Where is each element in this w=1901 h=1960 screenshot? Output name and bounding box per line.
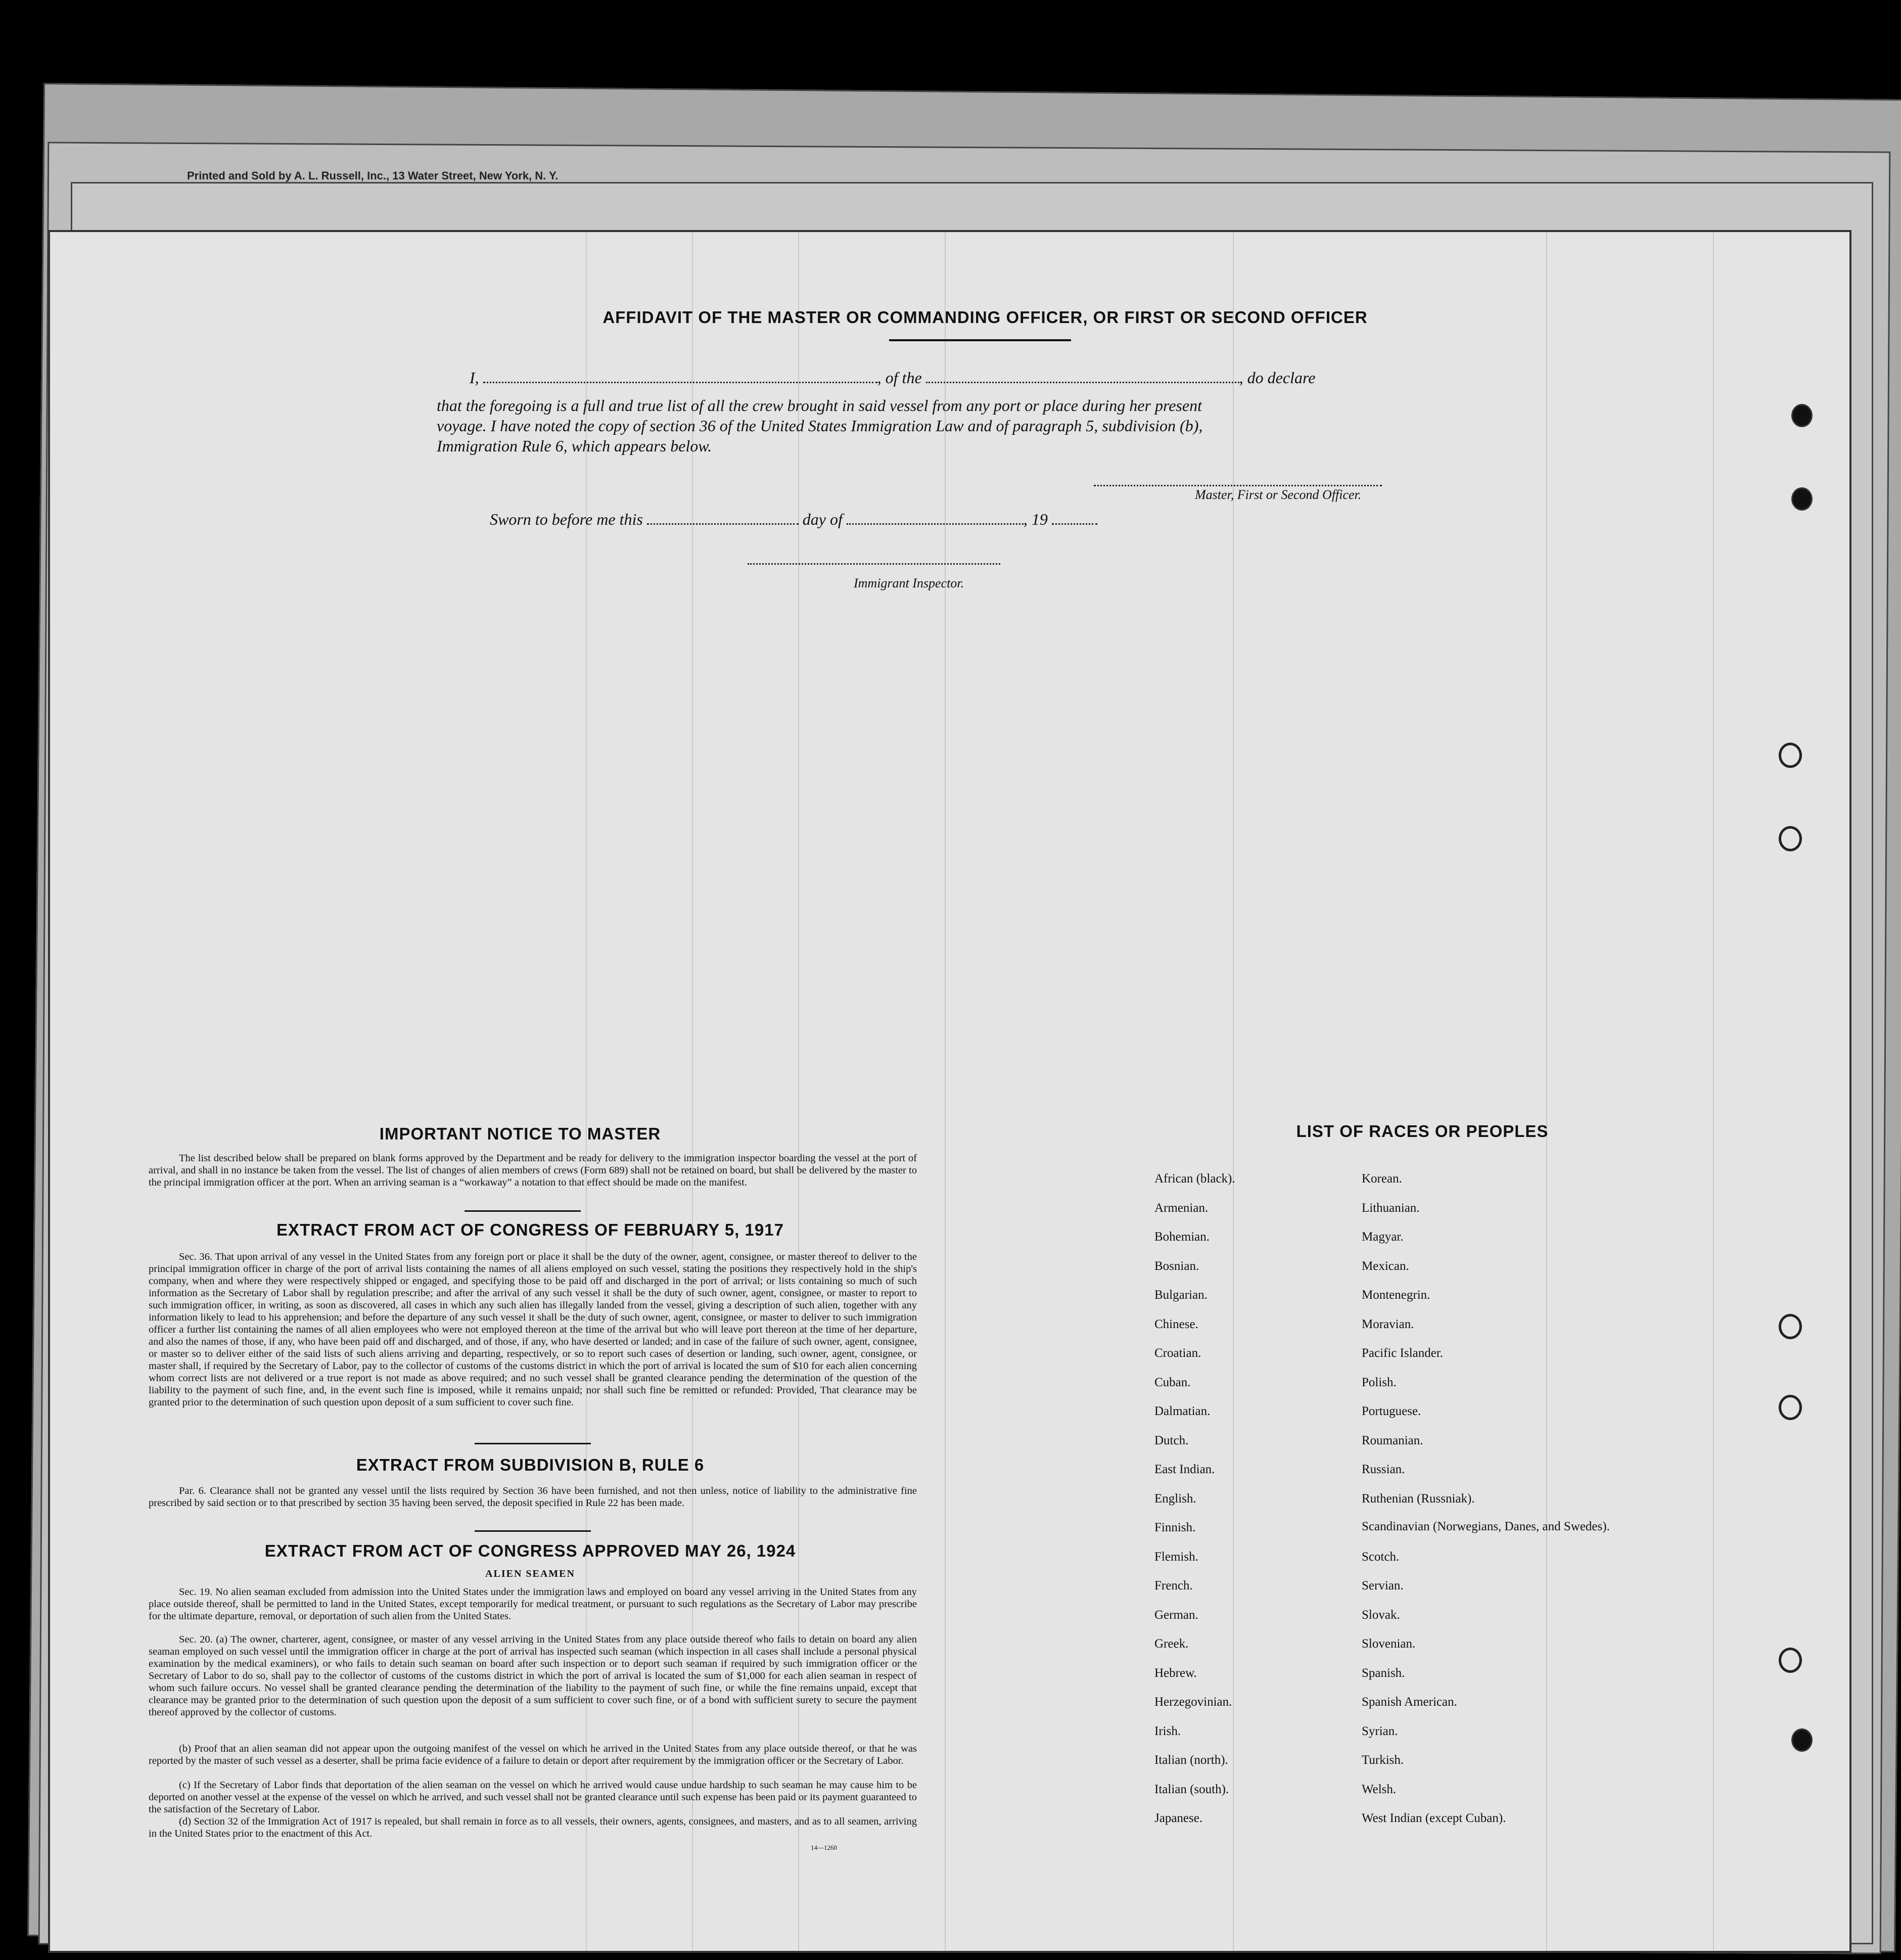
races-title: LIST OF RACES OR PEOPLES — [1296, 1122, 1549, 1141]
punch-hole — [1779, 826, 1802, 851]
punch-hole — [1791, 487, 1813, 511]
race-item: Bohemian. — [1154, 1230, 1210, 1244]
inspector-label: Immigrant Inspector. — [854, 576, 964, 590]
inspector-signature-line[interactable] — [748, 563, 1000, 565]
race-item: Spanish American. — [1362, 1695, 1457, 1709]
declaration-line-3: voyage. I have noted the copy of section 36 of the United States Immigration Law and of paragraph 5, subdivision (b), — [437, 417, 1203, 435]
race-item: Servian. — [1362, 1579, 1404, 1592]
race-item: Slovenian. — [1362, 1637, 1416, 1651]
master-signature-label: Master, First or Second Officer. — [1195, 487, 1362, 502]
declaration-line-2: that the foregoing is a full and true list of all the crew brought in said vessel from any port or place during her present — [437, 396, 1202, 415]
sworn-label: Sworn to before me this — [490, 510, 643, 528]
race-item: Ruthenian (Russniak). — [1362, 1491, 1475, 1506]
section-divider — [475, 1530, 591, 1532]
race-item: Finnish. — [1154, 1521, 1196, 1534]
race-item: Irish. — [1154, 1724, 1181, 1738]
race-item: Bosnian. — [1154, 1259, 1199, 1273]
declaration-line-1 — [470, 369, 1315, 387]
declarant-label: I, — [470, 369, 479, 387]
race-item: Hebrew. — [1154, 1666, 1197, 1680]
race-item: Turkish. — [1362, 1753, 1404, 1767]
vessel-name-field[interactable] — [926, 382, 1239, 383]
race-item: Greek. — [1154, 1637, 1189, 1651]
race-item: Roumanian. — [1362, 1433, 1423, 1447]
race-item: Russian. — [1362, 1463, 1405, 1476]
race-item: Scotch. — [1362, 1549, 1400, 1564]
sworn-day-field[interactable] — [647, 523, 799, 525]
race-item: Cuban. — [1154, 1375, 1191, 1389]
punch-hole — [1791, 1728, 1813, 1752]
affidavit-title: AFFIDAVIT OF THE MASTER OR COMMANDING OFFICER, OR FIRST OR SECOND OFFICER — [602, 308, 1368, 327]
sworn-line — [490, 510, 1097, 529]
manifest-page — [48, 230, 1851, 1953]
race-item: Croatian. — [1154, 1346, 1201, 1360]
notice-text: The list described below shall be prepared on blank forms approved by the Department and be ready for delivery to the immigration inspector boarding the vessel at the port of arrival, and shall in no instance be taken from the vessel. The list of changes of alien members of crews (Form 689) shall not be retained on board, but shall be delivered by the master to the principal immigration officer at the port. When an arriving seaman is a “workaway” a notation to that effect should be made on the manifest. — [149, 1153, 917, 1188]
of-the-label: , of the — [877, 369, 922, 387]
race-item: Italian (south). — [1154, 1782, 1229, 1796]
extract-1924-sec19: Sec. 19. No alien seaman excluded from admission into the United States under the immigration laws and employed on board any vessel arriving in the United States from any place outside thereof, shall be permitted to land in the United States, except temporarily for medical treatment, or pursuant to such regulations as the Secretary of Labor may prescribe for the ultimate departure, removal, or deportation of such alien from the United States. — [149, 1586, 917, 1622]
section-divider — [475, 1443, 591, 1444]
race-item: Armenian. — [1154, 1201, 1209, 1215]
race-item: Korean. — [1362, 1172, 1402, 1186]
race-item: Mexican. — [1362, 1259, 1409, 1273]
sworn-year-field[interactable] — [1052, 523, 1097, 525]
race-item: Polish. — [1362, 1375, 1397, 1389]
race-item: Bulgarian. — [1154, 1288, 1208, 1302]
extract-rule6-title: EXTRACT FROM SUBDIVISION B, RULE 6 — [356, 1455, 705, 1474]
notice-title: IMPORTANT NOTICE TO MASTER — [379, 1124, 661, 1143]
race-item: English. — [1154, 1491, 1196, 1506]
race-item: Pacific Islander. — [1362, 1346, 1444, 1360]
race-item: Moravian. — [1362, 1317, 1414, 1331]
master-signature-line[interactable] — [1094, 485, 1382, 486]
punch-hole — [1791, 404, 1813, 427]
race-item: Portuguese. — [1362, 1404, 1421, 1418]
extract-1917-text: Sec. 36. That upon arrival of any vessel in the United States from any foreign port or place it shall be the duty of the owner, agent, consignee, or master thereof to deliver to the principal immigration officer in charge of the port of arrival lists containing the names of all aliens employed on such vessel, stating the positions they respectively hold in the ship's company, when and where they were respectively shipped or engaged, and specifying those to be paid off and discharged in the port of arrival; or lists containing so much of such information as the Secretary of Labor shall by regulation prescribe; and after the arrival of any such vessel it shall be the duty of such owner, agent, consignee, or master to report to such immigration officer, in writing, as soon as discovered, all cases in which any such alien has illegally landed from the vessel, giving a description of such alien, together with any information likely to lead to his apprehension; and before the departure of any such vessel it shall be the duty of such owner, agent, consignee, or master to deliver to such immigration officer a further list containing the names of all alien employees who were not employed thereon at the time of the arrival but who will leave port thereon at the time of her departure, and also the names of those, if any, who have been paid off and discharged, and of those, if any, who have deserted or landed; and in case of the failure of such owner, agent, consignee, or master so to deliver either of the said lists of such aliens arriving and departing, respectively, or so to report such cases of desertion or landing, such owner, agent, consignee, or master shall, if required by the Secretary of Labor, pay to the collector of customs of the customs district in which the port of arrival is located the sum of $10 for each alien concerning whom correct lists are not delivered or a true report is not made as above required; and no such vessel shall be granted clearance pending the determination of the question of the liability to the payment of such fine, and, in the event such fine is imposed, while it remains unpaid; nor shall such fine be remitted or refunded: Provided, That clearance may be granted prior to the determination of such question upon deposit of a sum sufficient to cover such fine. — [149, 1251, 917, 1408]
title-underline — [889, 339, 1071, 341]
race-item: Magyar. — [1362, 1230, 1404, 1244]
race-item: Montenegrin. — [1362, 1288, 1430, 1302]
race-item: Italian (north). — [1154, 1753, 1228, 1767]
race-item: Welsh. — [1362, 1782, 1397, 1796]
race-item: Chinese. — [1154, 1317, 1198, 1331]
sworn-year-label: , 19 — [1023, 510, 1048, 528]
race-item: French. — [1154, 1579, 1193, 1592]
race-item: Japanese. — [1154, 1811, 1203, 1825]
race-item: Slovak. — [1362, 1608, 1400, 1622]
race-item: Herzegovinian. — [1154, 1695, 1232, 1709]
extract-1924-sec20b: (b) Proof that an alien seaman did not appear upon the outgoing manifest of the vessel on which he arrived in the United States from any place outside thereof, or that he was reported by the master of such vessel as a deserter, shall be prima facie evidence of a failure to detain or deport after requirement by the immigration officer or the Secretary of Labor. — [149, 1743, 917, 1766]
punch-hole — [1779, 743, 1802, 768]
punch-hole — [1779, 1314, 1802, 1339]
extract-1924-sec20a: Sec. 20. (a) The owner, charterer, agent, consignee, or master of any vessel arriving in the United States from any place outside thereof who fails to detain on board any alien seaman employed on such vessel until the immigration officer in charge at the port of arrival has inspected such seaman (which inspection in all cases shall include a personal physical examination by the medical examiners), or who fails to detain such seaman on board after such inspection or to deport such seaman if required by such immigration officer or the Secretary of Labor to do so, shall pay to the collector of customs of the customs district in which the port of arrival is located the sum of $1,000 for each alien seaman in respect of whom such failure occurs. No vessel shall be granted clearance pending the determination of the liability to the payment of such fine, or while the fine remains unpaid, except that clearance may be granted prior to the determination of such question upon the deposit of a sum sufficient to cover such fine, or of a bond with sufficient surety to secure the payment thereof approved by the collector of customs. — [149, 1634, 917, 1718]
extract-1924-sec20c: (c) If the Secretary of Labor finds that deportation of the alien seaman on the vessel on which he arrived would cause undue hardship to such seaman he may cause him to be deported on another vessel at the expense of the vessel on which he arrived, and such vessel shall not be granted clearance until such expense has been paid or its payment guaranteed to the satisfaction of the Secretary of Labor. — [149, 1780, 917, 1815]
race-item: Flemish. — [1154, 1549, 1198, 1564]
race-item: German. — [1154, 1608, 1198, 1622]
sworn-month-field[interactable] — [847, 523, 1024, 525]
race-item: East Indian. — [1154, 1463, 1215, 1476]
races-right-column — [1362, 1171, 1625, 1840]
race-item: African (black). — [1154, 1172, 1235, 1186]
punch-hole — [1779, 1395, 1802, 1420]
race-item: Dalmatian. — [1154, 1404, 1211, 1418]
bleed-rule — [1713, 232, 1714, 1951]
extract-1924-title: EXTRACT FROM ACT OF CONGRESS APPROVED MAY 26, 1924 — [264, 1541, 796, 1560]
extract-1917-title: EXTRACT FROM ACT OF CONGRESS OF FEBRUARY 5, 1917 — [276, 1220, 784, 1239]
form-code: 14—1260 — [811, 1844, 837, 1851]
race-item: Dutch. — [1154, 1433, 1189, 1447]
sworn-day-label: day of — [802, 510, 843, 528]
declarant-name-field[interactable] — [483, 382, 877, 383]
declare-label: , do declare — [1239, 369, 1316, 387]
declaration-line-4: Immigration Rule 6, which appears below. — [437, 437, 712, 455]
alien-seamen-subtitle: ALIEN SEAMEN — [485, 1568, 575, 1579]
section-divider — [465, 1210, 581, 1212]
race-item: Syrian. — [1362, 1724, 1398, 1738]
extract-rule6-text: Par. 6. Clearance shall not be granted any vessel until the lists required by Section 36 have been furnished, and not then unless, notice of liability to the administrative fine prescribed by said section or to that prescribed by section 35 having been served, the deposit specified in Rule 22 has been made. — [149, 1485, 917, 1509]
race-item: Scandinavian (Norwegians, Danes, and Swedes). — [1362, 1520, 1610, 1533]
bleed-rule — [945, 232, 946, 1951]
extract-1924-sec20d: (d) Section 32 of the Immigration Act of 1917 is repealed, but shall remain in force as to all vessels, their owners, agents, consignees, and masters, and as to all seamen, arriving in the United States prior to the enactment of this Act. — [149, 1816, 917, 1839]
races-left-column — [1154, 1171, 1367, 1840]
race-item: West Indian (except Cuban). — [1362, 1811, 1506, 1825]
race-item: Spanish. — [1362, 1666, 1405, 1680]
punch-hole — [1779, 1648, 1802, 1673]
printer-imprint: Printed and Sold by A. L. Russell, Inc., 13 Water Street, New York, N. Y. — [187, 169, 559, 182]
race-item: Lithuanian. — [1362, 1201, 1420, 1215]
